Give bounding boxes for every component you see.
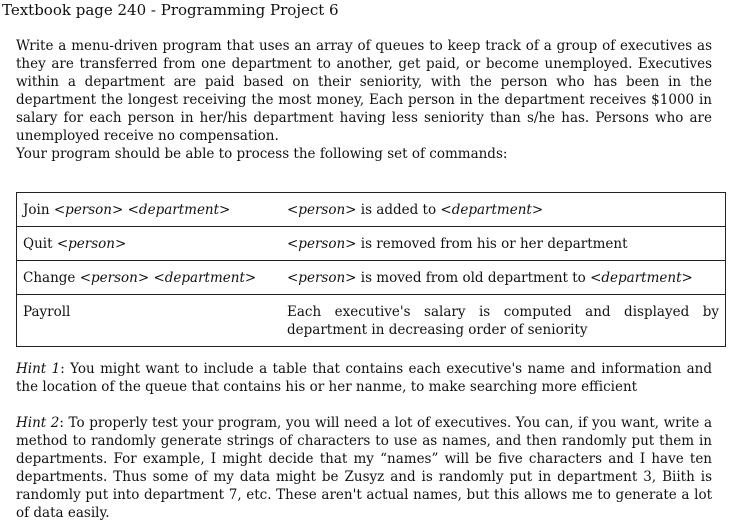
command-row-quit <box>17 227 726 261</box>
desc-arg: <department> <box>590 270 693 286</box>
command-word: Join <box>23 202 50 218</box>
desc-text: is added to <box>356 202 441 218</box>
command-row-change <box>17 261 726 295</box>
command-arg: <department> <box>153 270 257 286</box>
desc-text: Each executive's salary is computed and displayed by department in decreasing order of seniority <box>287 304 719 338</box>
desc-text: is removed from his or her department <box>356 236 628 252</box>
command-syntax <box>17 193 282 227</box>
command-syntax <box>17 295 282 347</box>
command-word: Quit <box>23 236 53 252</box>
command-word: Change <box>23 270 76 286</box>
command-word: Payroll <box>23 304 71 320</box>
command-description <box>281 193 726 227</box>
commands-table <box>16 192 726 347</box>
commands-intro: Your program should be able to process the following set of commands: <box>16 146 508 162</box>
desc-text: is moved from old department to <box>356 270 591 286</box>
hint-1 <box>16 360 712 396</box>
command-arg: <department> <box>127 202 231 218</box>
hint-label: Hint 2 <box>16 415 60 431</box>
page-title: Textbook page 240 - Programming Project 6 <box>2 1 339 19</box>
command-row-payroll <box>17 295 726 347</box>
desc-arg: <person> <box>287 202 357 218</box>
command-row-join <box>17 193 726 227</box>
command-description <box>281 295 726 347</box>
command-description <box>281 261 726 295</box>
hint-text: : You might want to include a table that contains each executive's name and information and the location of the queue that contains his or her nanme, to make searching more efficient <box>16 361 712 395</box>
command-arg: <person> <box>53 202 124 218</box>
command-description <box>281 227 726 261</box>
hint-text: : To properly test your program, you will need a lot of executives. You can, if you want, write a method to randomly generate strings of characters to use as names, and then randomly put them in departments. For example, I might decide that my “names” will be five characters and I have ten departments. Thus some of my data might be Zusyz and is randomly put in department 3, Biith is randomly put into department 7, etc. These aren't actual names, but this allows me to generate a lot of data easily. <box>16 415 712 521</box>
hint-label: Hint 1 <box>16 361 61 377</box>
command-syntax <box>17 261 282 295</box>
command-arg: <person> <box>79 270 150 286</box>
command-arg: <person> <box>56 236 127 252</box>
intro-paragraph: Write a menu-driven program that uses an array of queues to keep track of a group of executives as they are transferred from one department to another, get paid, or become unemployed. Executives within a department are paid based on their seniority, with the person who has been in the department the longest receiving the most money, Each person in the department receives $1000 in salary for each person in her/his department having less seniority than s/he has. Persons who are unemployed receive no compensation. <box>16 38 712 144</box>
command-syntax <box>17 227 282 261</box>
desc-arg: <person> <box>287 270 357 286</box>
desc-arg: <person> <box>287 236 357 252</box>
desc-arg: <department> <box>440 202 544 218</box>
